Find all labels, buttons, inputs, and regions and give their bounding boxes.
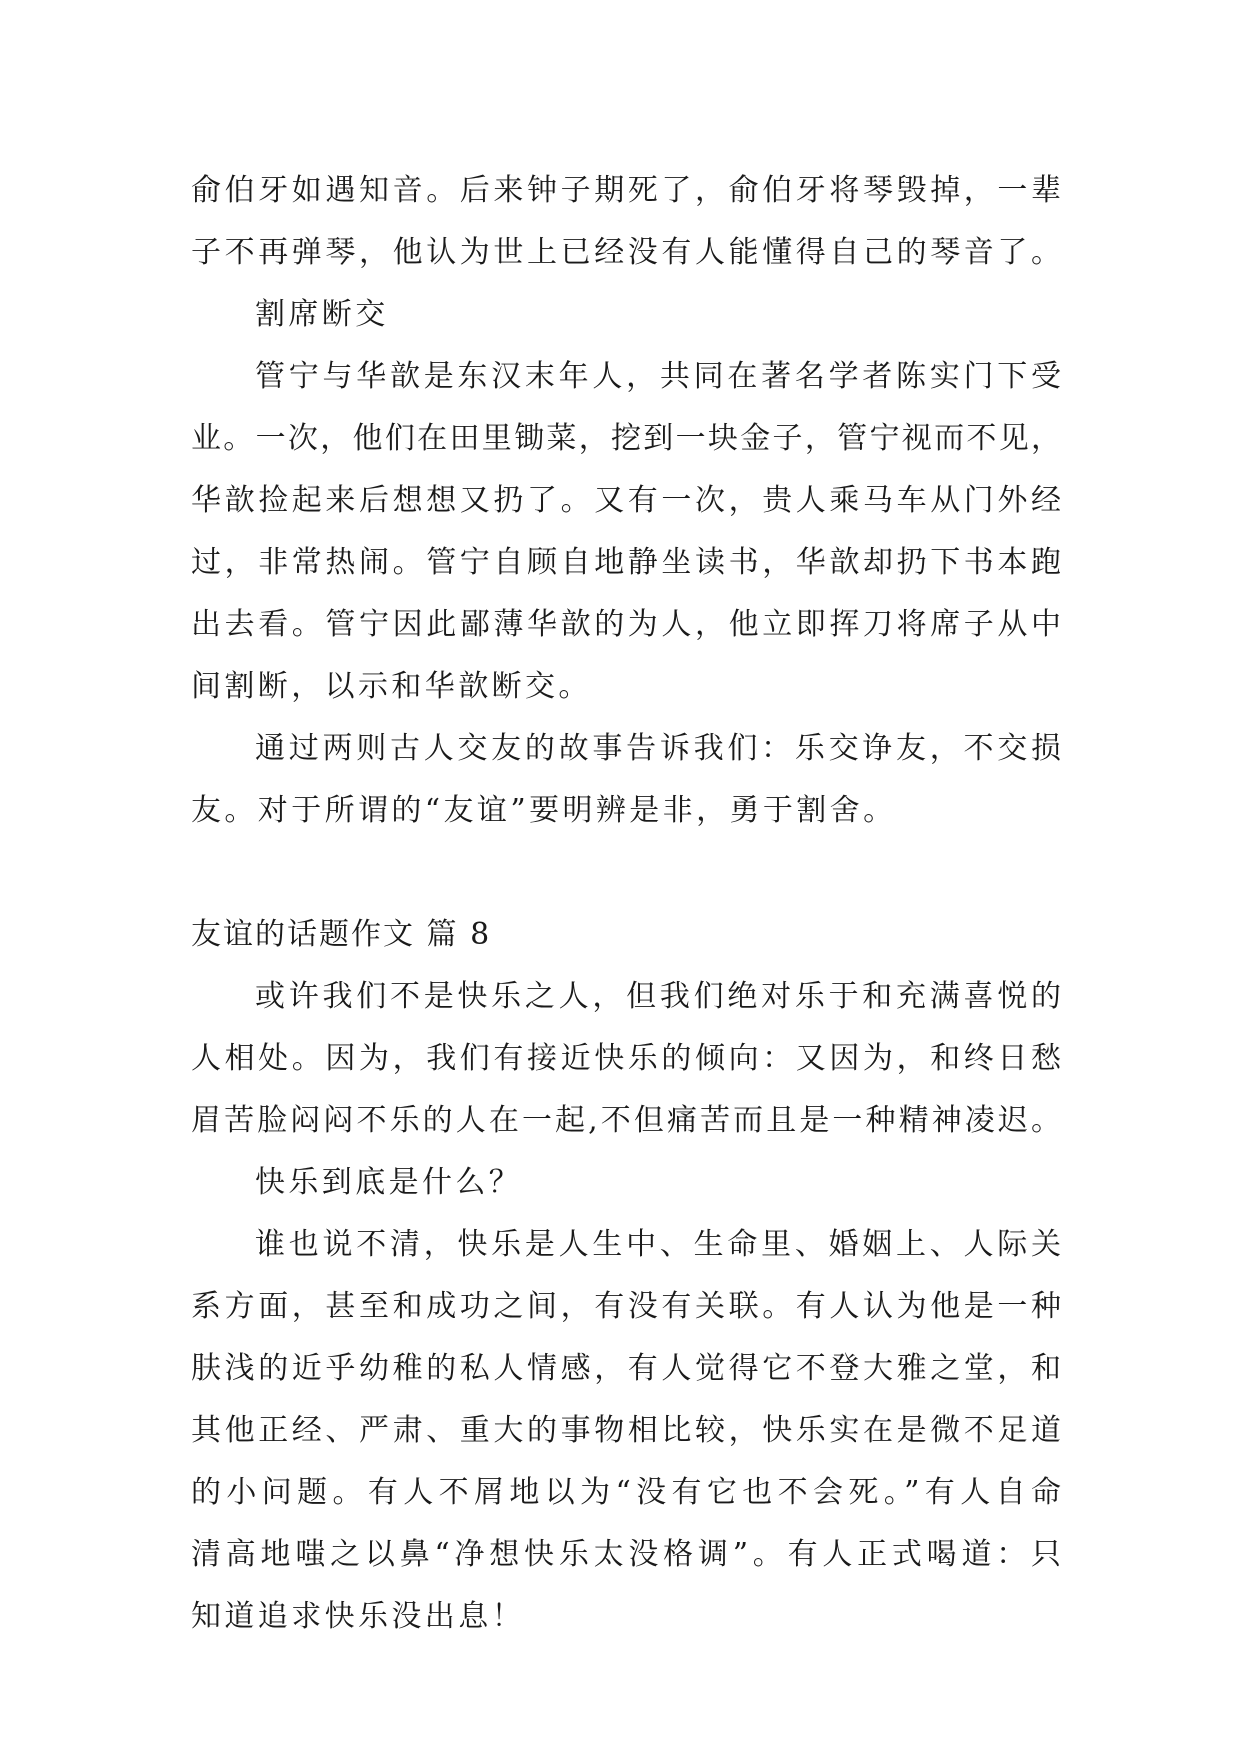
document-body: [191, 160, 1061, 1648]
text-line-18: 系方面，甚至和成功之间，有没有关联。有人认为他是一种: [191, 1289, 1061, 1324]
text-line-17: 谁也说不清，快乐是人生中、生命里、婚姻上、人际关: [255, 1227, 1061, 1262]
text-line-4: 管宁与华歆是东汉末年人，共同在著名学者陈实门下受: [255, 359, 1061, 394]
text-line-14: 人相处。因为，我们有接近快乐的倾向：又因为，和终日愁: [191, 1041, 1061, 1076]
story-title-line: 割席断交: [255, 297, 389, 332]
text-line-8: 出去看。管宁因此鄙薄华歆的为人，他立即挥刀将席子从中: [191, 607, 1061, 642]
section-heading: 友谊的话题作文 篇 8: [191, 917, 492, 952]
section-gap: [191, 842, 1061, 904]
text-line-7: 过，非常热闹。管宁自顾自地静坐读书，华歆却扔下书本跑: [191, 545, 1061, 580]
text-line-11: 友。对于所谓的“友谊”要明辨是非，勇于割舍。: [191, 793, 897, 828]
text-line-23: 知道追求快乐没出息！: [191, 1599, 525, 1634]
text-line-15: 眉苦脸闷闷不乐的人在一起,不但痛苦而且是一种精神凌迟。: [191, 1103, 1061, 1138]
text-line-13: 或许我们不是快乐之人，但我们绝对乐于和充满喜悦的: [255, 979, 1061, 1014]
text-line-9: 间割断，以示和华歆断交。: [191, 669, 592, 704]
text-line-19: 肤浅的近乎幼稚的私人情感，有人觉得它不登大雅之堂，和: [191, 1351, 1061, 1386]
text-line-2: 子不再弹琴，他认为世上已经没有人能懂得自己的琴音了。: [191, 235, 1061, 270]
text-line-22: 清高地嗤之以鼻“净想快乐太没格调”。有人正式喝道：只: [191, 1537, 1061, 1572]
text-line-5: 业。一次，他们在田里锄菜，挖到一块金子，管宁视而不见，: [191, 421, 1061, 456]
question-line: 快乐到底是什么？: [255, 1165, 523, 1200]
text-line-1: 俞伯牙如遇知音。后来钟子期死了，俞伯牙将琴毁掉，一辈: [191, 173, 1061, 208]
text-line-10: 通过两则古人交友的故事告诉我们：乐交诤友，不交损: [255, 731, 1061, 766]
text-line-21: 的小问题。有人不屑地以为“没有它也不会死。”有人自命: [191, 1475, 1061, 1510]
text-line-6: 华歆捡起来后想想又扔了。又有一次，贵人乘马车从门外经: [191, 483, 1061, 518]
text-line-20: 其他正经、严肃、重大的事物相比较，快乐实在是微不足道: [191, 1413, 1061, 1448]
